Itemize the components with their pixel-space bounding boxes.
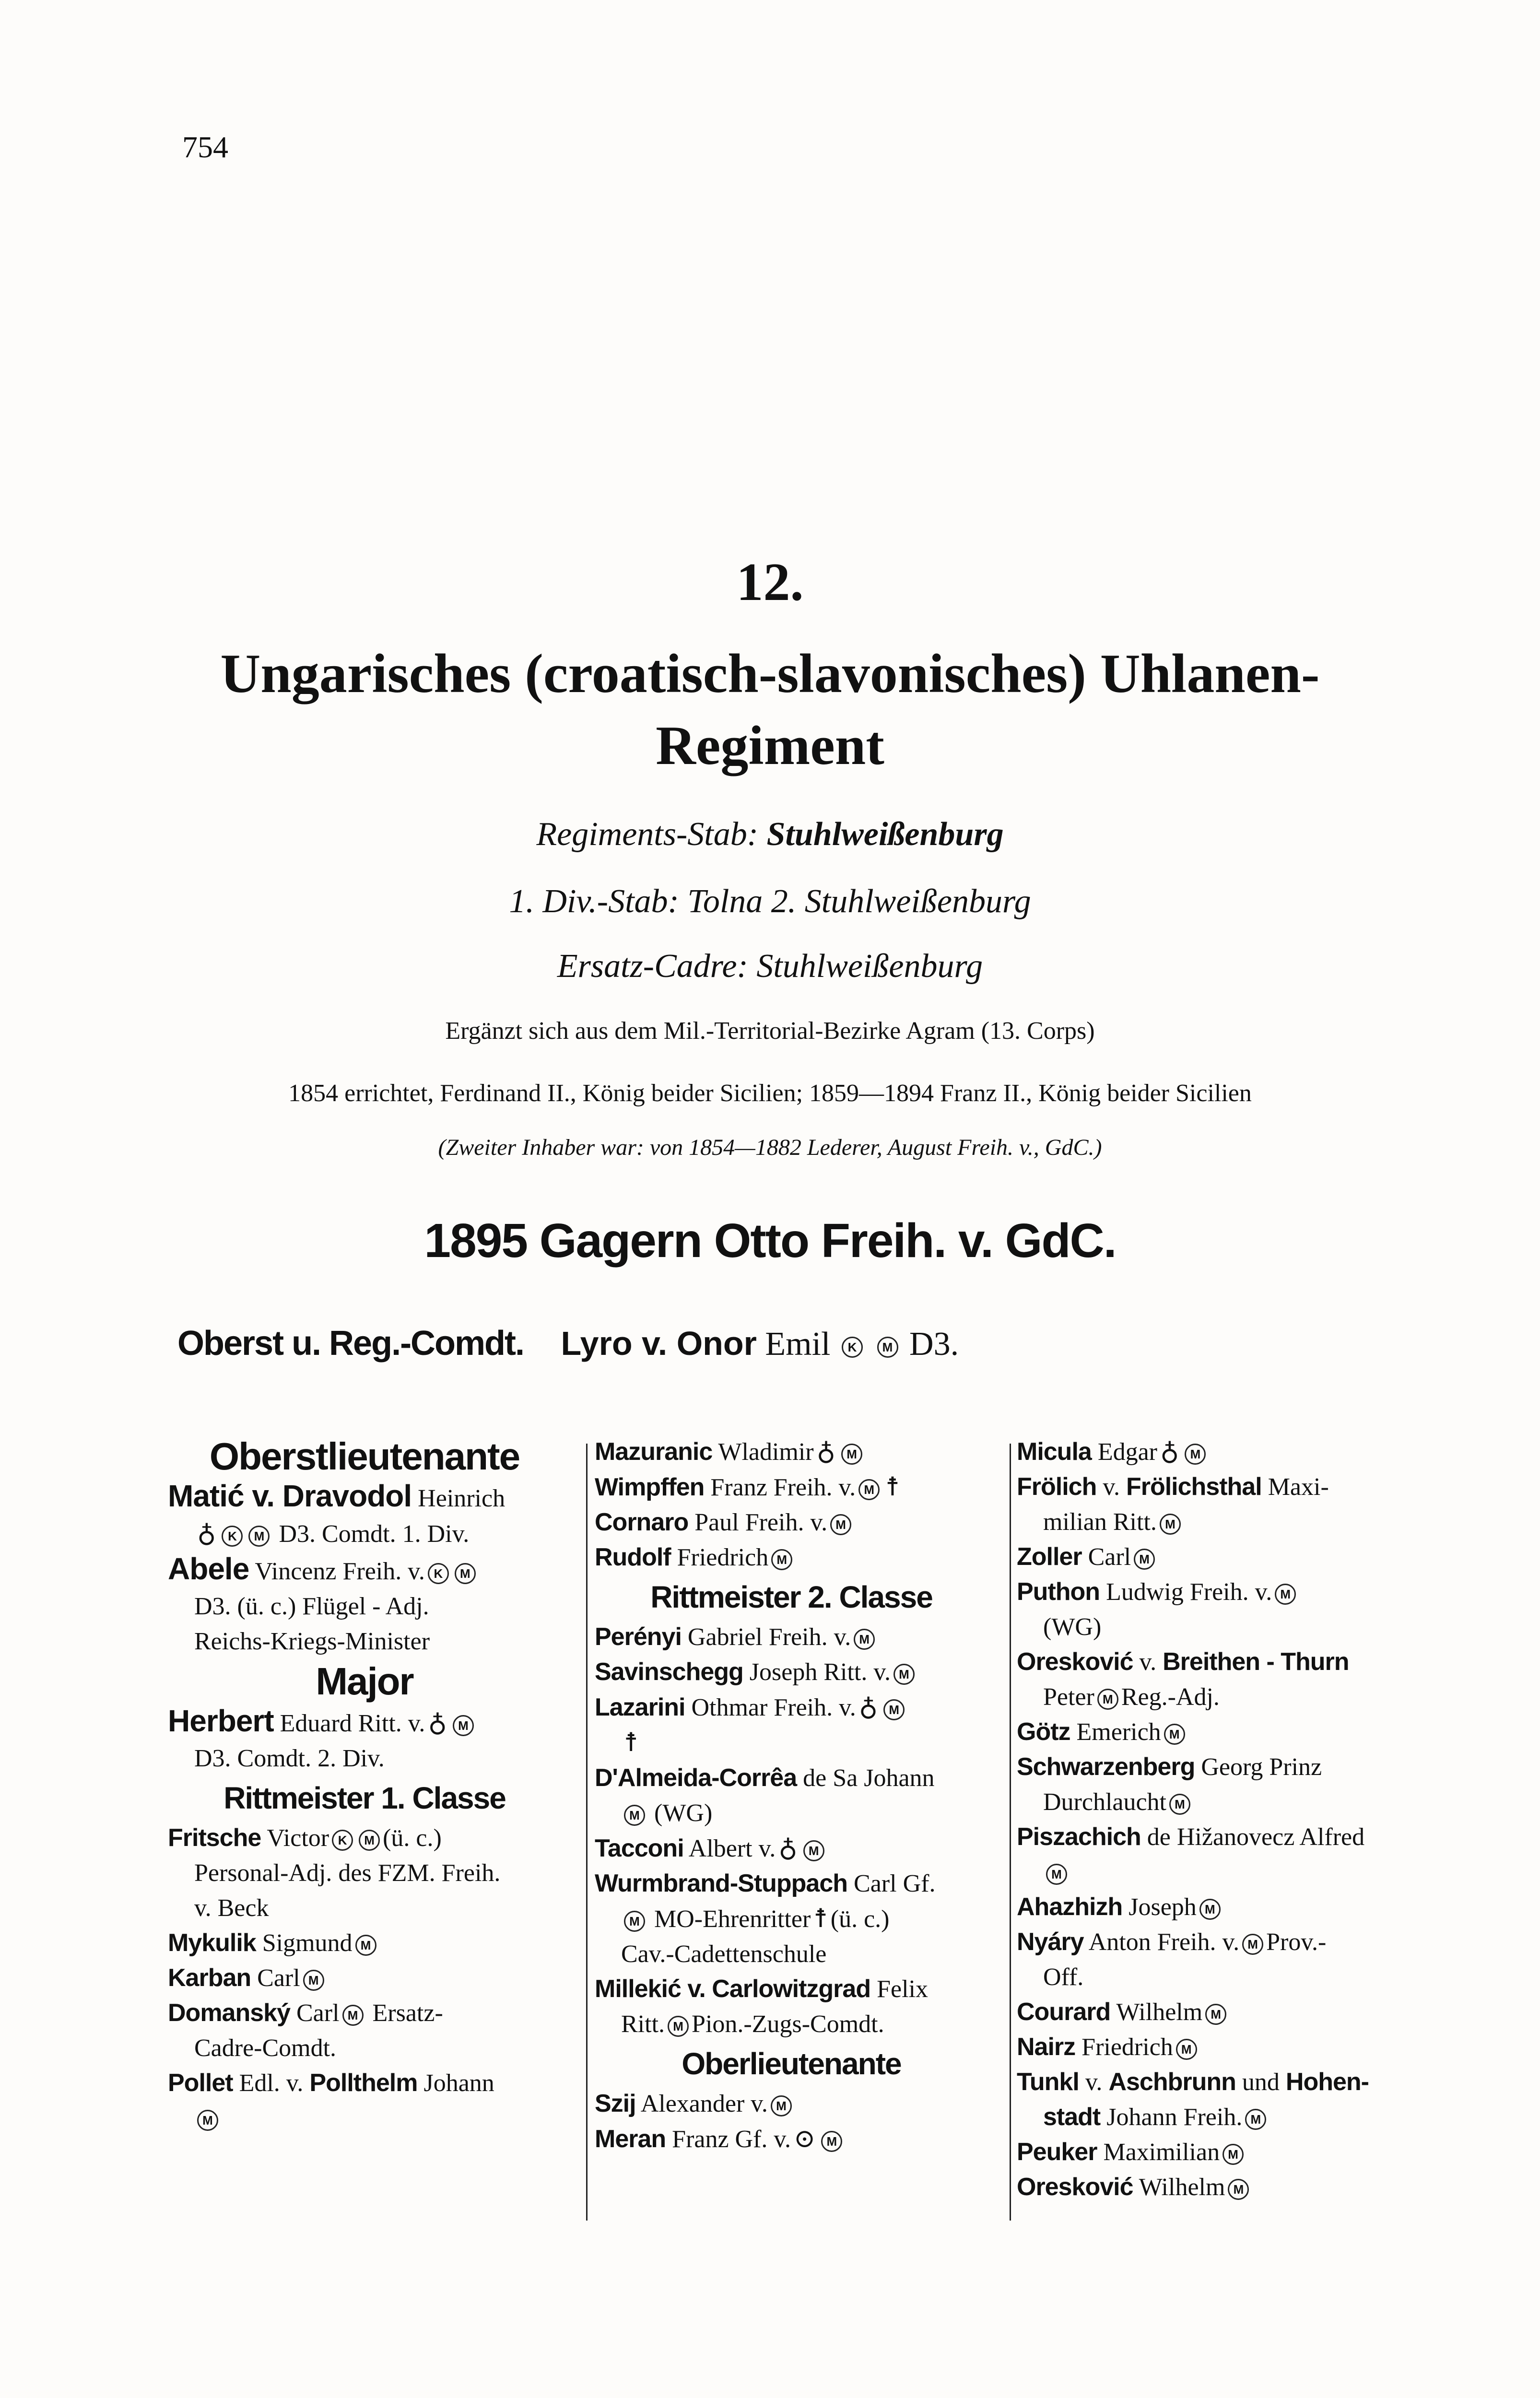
entry-first: Franz Freih. v. bbox=[710, 1474, 856, 1501]
entry-name: Matić v. Dravodol bbox=[168, 1479, 412, 1513]
entry-cont: D3. Comdt. 1. Div. bbox=[279, 1520, 470, 1548]
list-item-cont bbox=[1017, 1855, 1424, 1890]
entry-name: Schwarzenberg bbox=[1017, 1753, 1195, 1781]
entry-tail: Johann bbox=[423, 2069, 494, 2097]
list-item bbox=[595, 1690, 988, 1725]
m-badge-icon: M bbox=[893, 1664, 915, 1685]
entry-first: Georg Prinz bbox=[1201, 1753, 1322, 1781]
rittmeister-1-header: Rittmeister 1. Classe bbox=[223, 1781, 505, 1815]
entry-tail: (ü. c.) bbox=[383, 1824, 442, 1852]
k-badge-icon: K bbox=[222, 1526, 243, 1547]
list-item bbox=[1017, 1820, 1424, 1855]
list-item bbox=[168, 1552, 561, 1589]
entry-name: Herbert bbox=[168, 1704, 274, 1738]
entry-first: Franz Gf. v. bbox=[672, 2126, 791, 2153]
entry-first: Friedrich bbox=[1082, 2034, 1173, 2061]
oberst-d3: D3. bbox=[909, 1326, 959, 1363]
list-item bbox=[1017, 1540, 1424, 1575]
entry-name2: Breithen - Thurn bbox=[1163, 1648, 1349, 1676]
errichtet-note: 1854 errichtet, Ferdinand II., König beider Sicilien; 1859—1894 Franz II., König beider Sicilien bbox=[288, 1080, 1252, 1107]
entry-first: Wladimir bbox=[718, 1438, 814, 1466]
list-item bbox=[595, 1620, 988, 1655]
oberstlieutenante-header: Oberstlieutenante bbox=[209, 1435, 520, 1478]
orden-icon: ♁ bbox=[778, 1834, 798, 1862]
entry-name: Mazuranic bbox=[595, 1438, 713, 1466]
m-badge-icon: M bbox=[858, 1479, 880, 1500]
m-badge-icon: M bbox=[1228, 2179, 1249, 2200]
m-badge-icon: M bbox=[1275, 1584, 1296, 1605]
list-item-cont bbox=[1017, 1680, 1424, 1715]
entry-first: Vincenz Freih. v. bbox=[255, 1558, 425, 1585]
entry-first: Othmar Freih. v. bbox=[691, 1694, 856, 1721]
entry-first: Sigmund bbox=[262, 1929, 353, 1957]
entry-name: Wurmbrand-Stuppach bbox=[595, 1869, 848, 1897]
list-item-cont: Cav.-Cadettenschule bbox=[621, 1940, 827, 1968]
entry-cont: (WG) bbox=[654, 1799, 713, 1827]
regiments-stab bbox=[0, 815, 1540, 854]
list-item bbox=[168, 1996, 561, 2031]
column-3 bbox=[1017, 1434, 1424, 2205]
entry-tail: Ersatz- bbox=[372, 1999, 443, 2027]
entry-first: Carl Gf. bbox=[854, 1870, 936, 1897]
entry-name: Micula bbox=[1017, 1438, 1092, 1466]
list-item bbox=[595, 1972, 988, 2007]
entry-name: Courard bbox=[1017, 1998, 1111, 2026]
entry-name2: Frölichsthal bbox=[1126, 1473, 1262, 1501]
entry-name: Piszachich bbox=[1017, 1823, 1141, 1851]
ergaenzungsbezirk: Ergänzt sich aus dem Mil.-Territorial-Bezirke Agram (13. Corps) bbox=[445, 1017, 1095, 1045]
list-item bbox=[595, 2121, 988, 2157]
list-item bbox=[595, 2086, 988, 2121]
entry-name: Nyáry bbox=[1017, 1928, 1084, 1956]
list-item bbox=[595, 1469, 988, 1505]
entry-first: Joseph bbox=[1129, 1893, 1197, 1921]
entry-first: Paul Freih. v. bbox=[694, 1509, 828, 1536]
list-item-cont bbox=[1017, 1785, 1424, 1820]
list-item bbox=[168, 1704, 561, 1741]
entry-name: Tunkl bbox=[1017, 2068, 1079, 2096]
m-badge-icon: M bbox=[197, 2110, 218, 2131]
orden-icon: ♁ bbox=[858, 1693, 878, 1721]
entry-first: Ludwig Freih. v. bbox=[1106, 1578, 1272, 1606]
list-item-cont bbox=[595, 1901, 988, 1937]
list-item bbox=[168, 1821, 561, 1856]
cross-icon: ☨ bbox=[624, 1728, 638, 1757]
list-item bbox=[1017, 1715, 1424, 1750]
list-item-cont: Cadre-Comdt. bbox=[194, 2034, 337, 2062]
m-badge-icon: M bbox=[1097, 1689, 1118, 1710]
list-item bbox=[595, 1540, 988, 1575]
list-item-cont bbox=[595, 1725, 988, 1761]
entry-first: Victor bbox=[267, 1824, 329, 1852]
list-item bbox=[595, 1761, 988, 1796]
list-item bbox=[1017, 1995, 1424, 2030]
major-header: Major bbox=[316, 1660, 413, 1703]
ring-icon: ⊙ bbox=[794, 2124, 816, 2153]
list-item-cont bbox=[1017, 1505, 1424, 1540]
list-item-cont: Off. bbox=[1043, 1963, 1084, 1991]
entry-first: Wilhelm bbox=[1116, 1998, 1203, 2026]
list-item bbox=[1017, 2065, 1424, 2100]
list-item bbox=[1017, 1925, 1424, 1960]
entry-name: Pollet bbox=[168, 2069, 233, 2097]
oberlieutenante-header: Oberlieutenante bbox=[682, 2046, 901, 2081]
m-badge-icon: M bbox=[830, 1514, 851, 1535]
entry-name: D'Almeida-Corrêa bbox=[595, 1764, 797, 1792]
entry-name: Abele bbox=[168, 1552, 249, 1586]
list-item bbox=[1017, 1575, 1424, 1610]
entry-name: Karban bbox=[168, 1964, 251, 1992]
entry-name2: Pollthelm bbox=[309, 2069, 418, 2097]
list-item bbox=[1017, 1750, 1424, 1785]
list-item bbox=[595, 1655, 988, 1690]
m-badge-icon: M bbox=[1205, 2004, 1226, 2025]
list-item-cont bbox=[168, 1516, 561, 1552]
list-item bbox=[1017, 2030, 1424, 2065]
entry-name: Zoller bbox=[1017, 1543, 1082, 1571]
entry-tail: Prov.- bbox=[1266, 1928, 1327, 1956]
entry-first: Edl. v. bbox=[239, 2069, 304, 2097]
entry-cont: Peter bbox=[1043, 1683, 1094, 1711]
m-badge-icon: M bbox=[821, 2131, 842, 2152]
list-item bbox=[1017, 2135, 1424, 2170]
entry-name: Perényi bbox=[595, 1623, 682, 1651]
m-badge-icon: M bbox=[455, 1563, 476, 1584]
list-item-cont bbox=[595, 2007, 988, 2042]
entry-first: Anton Freih. v. bbox=[1088, 1928, 1240, 1956]
m-badge-icon: M bbox=[668, 2016, 689, 2037]
entry-name: Götz bbox=[1017, 1718, 1070, 1746]
k-badge-icon: K bbox=[332, 1830, 353, 1851]
entry-mid: v. bbox=[1139, 1648, 1157, 1676]
entry-first: Gabriel Freih. v. bbox=[687, 1623, 851, 1651]
list-item-cont: v. Beck bbox=[194, 1894, 269, 1922]
m-badge-icon: M bbox=[1046, 1864, 1067, 1885]
entry-name: Domanský bbox=[168, 1999, 290, 2027]
entry-first: de Hižanovecz Alfred bbox=[1147, 1823, 1365, 1851]
oberst-name: Lyro v. Onor bbox=[561, 1325, 757, 1362]
m-badge-icon: M bbox=[303, 1970, 324, 1991]
oberst-row bbox=[177, 1324, 959, 1364]
column-divider-1 bbox=[586, 1444, 588, 2221]
entry-name: Puthon bbox=[1017, 1578, 1100, 1606]
entry-tail: Reg.-Adj. bbox=[1121, 1683, 1220, 1711]
k-badge-icon: K bbox=[428, 1563, 449, 1584]
entry-first: Felix bbox=[877, 1975, 928, 2003]
entry-first: Emerich bbox=[1076, 1718, 1161, 1746]
column-divider-2 bbox=[1010, 1444, 1011, 2221]
cross-icon: ☨ bbox=[813, 1904, 828, 1933]
entry-cont: milian Ritt. bbox=[1043, 1508, 1157, 1536]
entry-name: Wimpffen bbox=[595, 1473, 705, 1501]
list-item-cont: D3. (ü. c.) Flügel - Adj. bbox=[194, 1593, 429, 1620]
entry-cont: Ritt. bbox=[621, 2010, 665, 2038]
list-item bbox=[168, 1961, 561, 1996]
regiments-stab-label: Regiments-Stab: bbox=[536, 816, 759, 853]
entry-cont: MO-Ehrenritter bbox=[654, 1905, 811, 1933]
entry-name3: Hohen- bbox=[1285, 2068, 1369, 2096]
entry-first: Albert v. bbox=[688, 1835, 776, 1862]
entry-mid: und bbox=[1242, 2069, 1280, 2096]
entry-name: Nairz bbox=[1017, 2033, 1076, 2061]
entry-cont2: Johann Freih. bbox=[1106, 2104, 1243, 2131]
list-item bbox=[595, 1434, 988, 1469]
cross-icon: ☨ bbox=[885, 1472, 900, 1501]
list-item bbox=[595, 1505, 988, 1540]
list-item bbox=[168, 2066, 561, 2101]
entry-name: Millekić v. Carlowitzgrad bbox=[595, 1975, 871, 2003]
rittmeister-2-header: Rittmeister 2. Classe bbox=[650, 1580, 932, 1614]
regiment-title-line1: Ungarisches (croatisch-slavonisches) Uhlanen- bbox=[220, 643, 1320, 705]
entry-name: Mykulik bbox=[168, 1929, 256, 1957]
entry-first: Wilhelm bbox=[1139, 2174, 1225, 2201]
list-item-cont bbox=[1017, 2100, 1424, 2135]
inhaber: 1895 Gagern Otto Freih. v. GdC. bbox=[424, 1214, 1116, 1268]
m-badge-icon: M bbox=[248, 1526, 270, 1547]
entry-tail: Pion.-Zugs-Comdt. bbox=[692, 2010, 884, 2038]
list-item bbox=[168, 1479, 561, 1516]
list-item bbox=[595, 1831, 988, 1866]
orden-icon: ♁ bbox=[816, 1437, 836, 1466]
entry-first: de Sa Johann bbox=[803, 1764, 935, 1792]
entry-name2: Aschbrunn bbox=[1108, 2068, 1236, 2096]
orden-icon: ♁ bbox=[428, 1708, 447, 1737]
m-badge-icon: M bbox=[1199, 1899, 1221, 1920]
regiment-number: 12. bbox=[736, 552, 804, 612]
m-badge-icon: M bbox=[1134, 1549, 1155, 1570]
list-item-cont: Personal-Adj. des FZM. Freih. bbox=[194, 1859, 501, 1887]
m-badge-icon: M bbox=[771, 2095, 792, 2116]
list-item-cont: Reichs-Kriegs-Minister bbox=[194, 1628, 430, 1655]
m-badge-icon: M bbox=[803, 1840, 824, 1861]
entry-name: Peuker bbox=[1017, 2138, 1097, 2166]
m-badge-icon: M bbox=[854, 1629, 875, 1650]
m-badge-icon: M bbox=[877, 1337, 898, 1358]
regiment-title-line2: Regiment bbox=[656, 715, 884, 776]
list-item bbox=[1017, 1469, 1424, 1505]
entry-first: v. bbox=[1085, 2069, 1103, 2096]
entry-first: Carl bbox=[296, 1999, 340, 2027]
entry-name: Oresković bbox=[1017, 1648, 1133, 1676]
m-badge-icon: M bbox=[1176, 2039, 1197, 2060]
entry-name: Lazarini bbox=[595, 1693, 685, 1721]
entry-name: Cornaro bbox=[595, 1508, 689, 1536]
entry-name: Frölich bbox=[1017, 1473, 1097, 1501]
entry-tail: (ü. c.) bbox=[830, 1905, 890, 1933]
m-badge-icon: M bbox=[359, 1830, 380, 1851]
entry-first: Alexander v. bbox=[640, 2090, 768, 2117]
regiments-stab-value: Stuhlweißenburg bbox=[766, 816, 1004, 853]
entry-first: Joseph Ritt. v. bbox=[749, 1658, 891, 1686]
m-badge-icon: M bbox=[1185, 1444, 1206, 1465]
m-badge-icon: M bbox=[1245, 2109, 1266, 2130]
list-item bbox=[1017, 1434, 1424, 1469]
entry-cont: stadt bbox=[1043, 2103, 1101, 2131]
oberst-firstname: Emil bbox=[765, 1326, 831, 1363]
column-1 bbox=[168, 1434, 561, 2136]
entry-first: Friedrich bbox=[677, 1544, 769, 1571]
m-badge-icon: M bbox=[1164, 1724, 1185, 1745]
ersatz-cadre: Ersatz-Cadre: Stuhlweißenburg bbox=[557, 948, 983, 985]
list-item-cont: D3. Comdt. 2. Div. bbox=[194, 1745, 385, 1772]
list-item-cont: (WG) bbox=[1043, 1613, 1102, 1641]
m-badge-icon: M bbox=[771, 1549, 792, 1570]
m-badge-icon: M bbox=[883, 1699, 905, 1720]
entry-first: Edgar bbox=[1097, 1438, 1157, 1466]
entry-mid: v. bbox=[1103, 1473, 1120, 1501]
regiment-title bbox=[0, 638, 1540, 782]
entry-name: Oresković bbox=[1017, 2173, 1133, 2201]
entry-first: Heinrich bbox=[418, 1485, 505, 1512]
m-badge-icon: M bbox=[1223, 2144, 1244, 2165]
orden-icon: ♁ bbox=[197, 1519, 216, 1548]
zweiter-inhaber-note: (Zweiter Inhaber war: von 1854—1882 Lederer, August Freih. v., GdC.) bbox=[438, 1135, 1102, 1160]
m-badge-icon: M bbox=[355, 1935, 376, 1956]
entry-name: Meran bbox=[595, 2125, 666, 2153]
k-badge-icon: K bbox=[842, 1337, 863, 1358]
m-badge-icon: M bbox=[841, 1444, 862, 1465]
entry-name: Szij bbox=[595, 2090, 636, 2117]
list-item bbox=[1017, 2170, 1424, 2205]
m-badge-icon: M bbox=[1169, 1794, 1190, 1815]
entry-first: Eduard Ritt. v. bbox=[280, 1710, 425, 1737]
page-number: 754 bbox=[182, 130, 228, 164]
entry-cont: Durchlaucht bbox=[1043, 1788, 1167, 1816]
entry-name: Fritsche bbox=[168, 1824, 261, 1852]
list-item bbox=[595, 1866, 988, 1901]
entry-name: Ahazhizh bbox=[1017, 1893, 1123, 1921]
m-badge-icon: M bbox=[624, 1805, 645, 1826]
m-badge-icon: M bbox=[453, 1715, 474, 1736]
entry-first: Maximilian bbox=[1103, 2139, 1220, 2166]
entry-name: Savinschegg bbox=[595, 1658, 743, 1686]
list-item bbox=[1017, 1890, 1424, 1925]
m-badge-icon: M bbox=[342, 2005, 364, 2026]
m-badge-icon: M bbox=[1242, 1934, 1263, 1955]
list-item-cont bbox=[595, 1796, 988, 1831]
entry-name: Rudolf bbox=[595, 1543, 671, 1571]
list-item-cont bbox=[168, 2101, 561, 2136]
m-badge-icon: M bbox=[1160, 1514, 1181, 1535]
div-stab: 1. Div.-Stab: Tolna 2. Stuhlweißenburg bbox=[509, 883, 1031, 920]
entry-tail: Maxi- bbox=[1268, 1473, 1329, 1501]
entry-name: Tacconi bbox=[595, 1834, 684, 1862]
orden-icon: ♁ bbox=[1160, 1437, 1179, 1466]
list-item bbox=[168, 1926, 561, 1961]
list-item bbox=[1017, 1645, 1424, 1680]
column-2 bbox=[595, 1434, 988, 2157]
m-badge-icon: M bbox=[624, 1911, 645, 1932]
oberst-rank: Oberst u. Reg.-Comdt. bbox=[177, 1324, 524, 1363]
entry-first: Carl bbox=[1088, 1543, 1131, 1571]
entry-first: Carl bbox=[257, 1964, 300, 1992]
